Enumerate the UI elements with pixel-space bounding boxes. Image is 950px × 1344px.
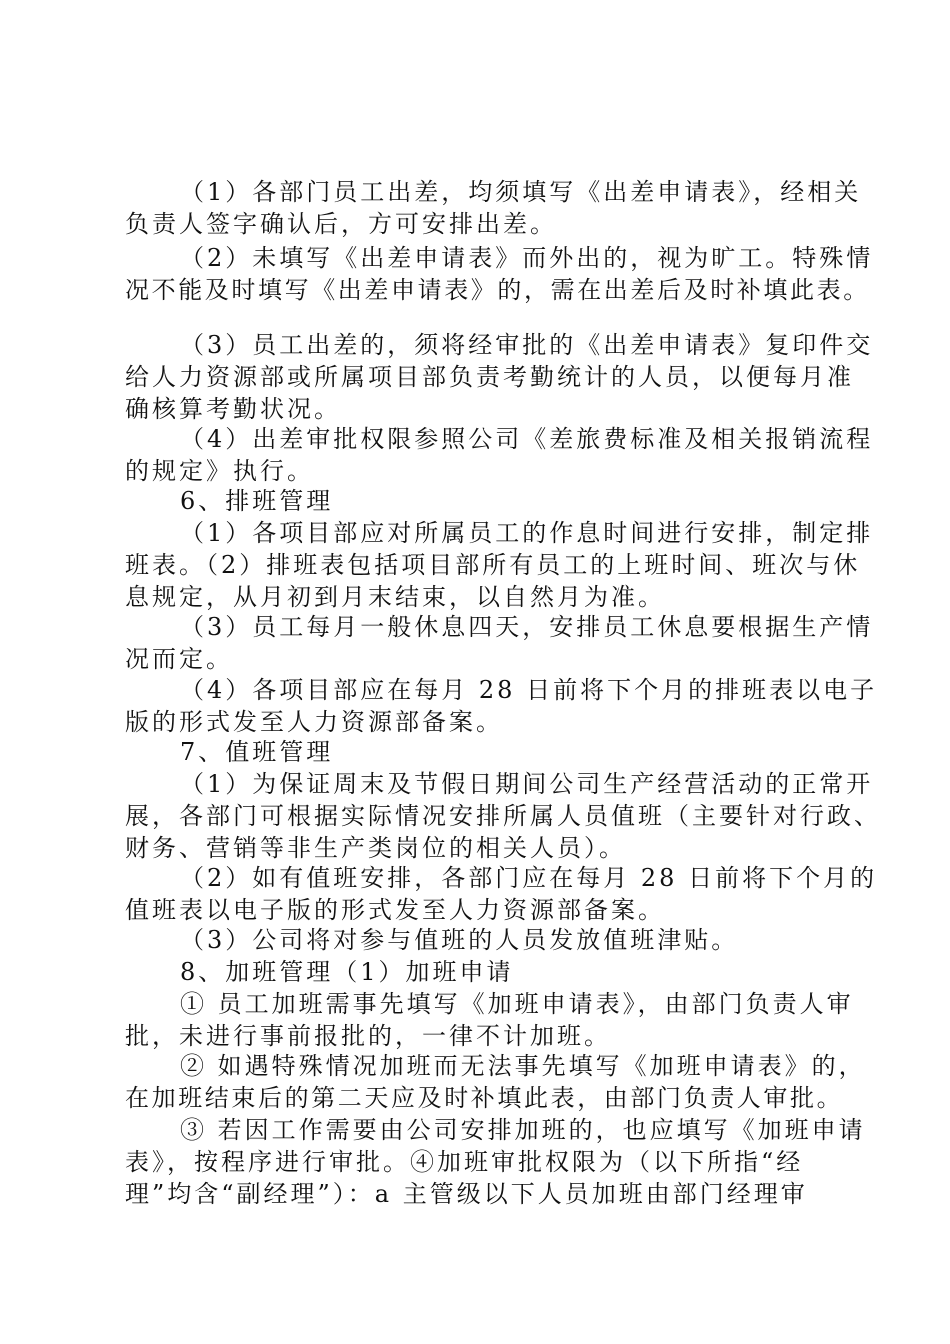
paragraph-line: 况不能及时填写《出差申请表》的，需在出差后及时补填此表。 [125, 276, 870, 304]
paragraph-line: 展，各部门可根据实际情况安排所属人员值班（主要针对行政、 [125, 802, 881, 830]
paragraph-line: 批，未进行事前报批的，一律不计加班。 [125, 1022, 611, 1050]
paragraph-line: （1）各部门员工出差，均须填写《出差申请表》，经相关 [180, 178, 862, 206]
paragraph-line: （3）员工出差的，须将经审批的《出差申请表》复印件交 [180, 331, 874, 359]
paragraph-line: 财务、营销等非生产类岗位的相关人员）。 [125, 834, 626, 862]
paragraph-line: （4）各项目部应在每月 28 日前将下个月的排班表以电子 [180, 676, 878, 704]
paragraph-line: ② 如遇特殊情况加班而无法事先填写《加班申请表》的， [180, 1052, 866, 1080]
paragraph-line: （4）出差审批权限参照公司《差旅费标准及相关报销流程 [180, 425, 874, 453]
paragraph-line: ③ 若因工作需要由公司安排加班的，也应填写《加班申请 [180, 1116, 866, 1144]
paragraph-line: （1）为保证周末及节假日期间公司生产经营活动的正常开 [180, 770, 874, 798]
paragraph-line: ① 员工加班需事先填写《加班申请表》，由部门负责人审 [180, 990, 854, 1018]
paragraph-line: （1）各项目部应对所属员工的作息时间进行安排，制定排 [180, 519, 874, 547]
paragraph-line: 的规定》执行。 [125, 457, 314, 485]
paragraph-line: 值班表以电子版的形式发至人力资源部备案。 [125, 896, 665, 924]
paragraph-line: 给人力资源部或所属项目部负责考勤统计的人员，以便每月准 [125, 363, 854, 391]
paragraph-line: 在加班结束后的第二天应及时补填此表，由部门负责人审批。 [125, 1084, 844, 1112]
section-heading: 7、值班管理 [180, 738, 334, 766]
paragraph-line: （3）员工每月一般休息四天，安排员工休息要根据生产情 [180, 613, 874, 641]
paragraph-line: 确核算考勤状况。 [125, 395, 341, 423]
paragraph-line: 息规定，从月初到月末结束，以自然月为准。 [125, 583, 665, 611]
paragraph-line: 负责人签字确认后，方可安排出差。 [125, 210, 557, 238]
section-heading: 8、加班管理（1）加班申请 [180, 958, 514, 986]
paragraph-line: 班表。（2）排班表包括项目部所有员工的上班时间、班次与休 [125, 551, 861, 579]
paragraph-line: （3）公司将对参与值班的人员发放值班津贴。 [180, 926, 739, 954]
paragraph-line: 况而定。 [125, 645, 233, 673]
paragraph-line: 理”均含“副经理”）：a 主管级以下人员加班由部门经理审 [125, 1180, 808, 1208]
paragraph-line: （2）未填写《出差申请表》而外出的，视为旷工。特殊情 [180, 244, 874, 272]
paragraph-line: （2）如有值班安排，各部门应在每月 28 日前将下个月的 [180, 864, 878, 892]
paragraph-line: 表》，按程序进行审批。④加班审批权限为（以下所指“经 [125, 1148, 804, 1176]
paragraph-line: 版的形式发至人力资源部备案。 [125, 708, 503, 736]
section-heading: 6、排班管理 [180, 487, 334, 515]
